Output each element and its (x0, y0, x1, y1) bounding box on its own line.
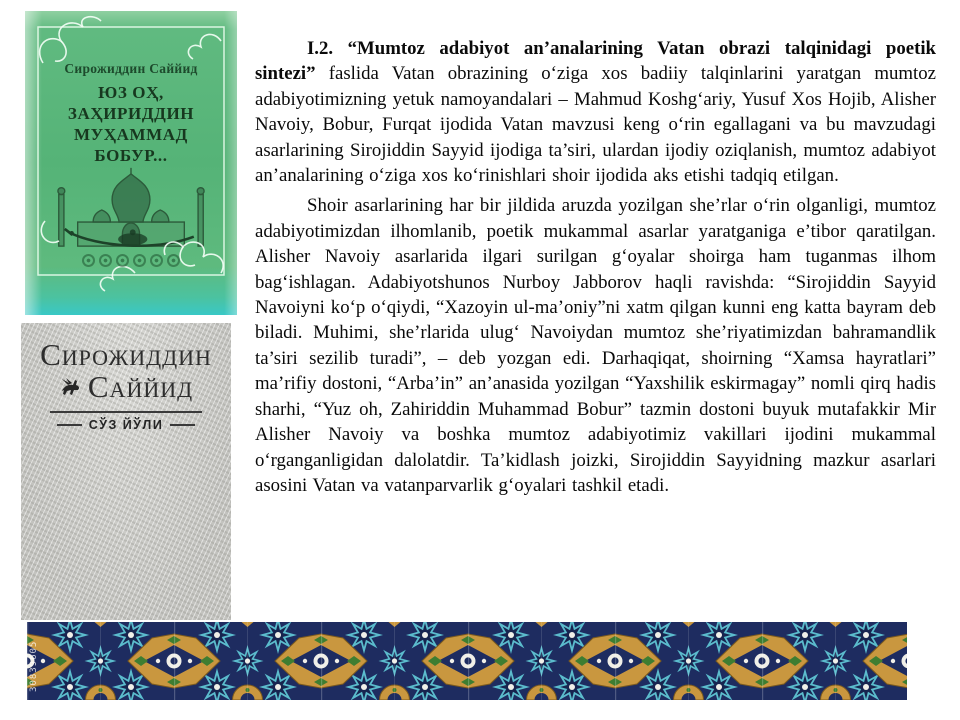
book-cover-yuz-oh (25, 11, 237, 315)
mosaic-tile-border (27, 622, 907, 700)
book1-title (25, 82, 237, 166)
ornament-circle (150, 254, 163, 267)
paragraph-1 (255, 36, 936, 188)
ornament-circle (133, 254, 146, 267)
watermark-number: 30839605 (29, 640, 39, 692)
paragraph-2: Shoir asarlarining har bir jildida aruzda yozilgan she’rlar o‘rin olganligi, mumtoz adabiyotimizdan ilhomlanib, poetik mukammal asarlar yaratganiga e’tibor qaratilgan. Alisher Navoiy asarlarida ilgari surilgan g‘oyalar shoirga ham tuganmas ilhom bag‘ishlagan. Adabiyotshunos Nurboy Jabborov haqli ravishda: “Sirojiddin Sayyid Navoiyni ko‘p o‘qiydi, “Xazoyin ul-ma’oniy”ni xatm qilgan kunni eng katta bayram deb biladi. Muhimi, she’rlarida ulug‘ Navoiydan mumtoz she’riyatimizdan bahramandlik ta’siri sezilib turadi”, – deb yozgan edi. Darhaqiqat, shoirning “Xamsa hayratlari” ma’rifiy dostoni, “Arba’in” an’anasida yozilgan “Yaxshilik eskirmagay” nomli qirq hadis sharhi, “Yuz oh, Zahiriddin Muhammad Bobur” tazmin dostoni buyuk mutafakkir Mir Alisher Navoiy va boshka mumtoz adabiyotimiz vakillari ijodini mukammal o‘rganganligidan dalolatdir. Ta’kidlash joizki, Sirojiddin Sayyidning mazkur asarlari asosini Vatan va vatanparvarlik g‘oyalari tashkil etadi. (255, 195, 936, 496)
paragraph-1-body: faslida Vatan obrazining o‘ziga xos badiiy talqinlarini yaratgan mumtoz adabiyotimizning yetuk namoyandalari – Mahmud Koshg‘ariy, Yusuf Xos Hojib, Alisher Navoiy, Bobur, Furqat ijodida Vatan mavzusi keng o‘rin egallagani va bu mavzudagi asarlarining Sirojiddin Sayyid ijodiga ta’siri, ulardan ijodiy oziqlanish, mumtoz adabiyot an’analarining o‘ziga xos ko‘rinishlari shoir ijodida aks etishi tadqiq etilgan. (255, 63, 936, 187)
book2-title-row (21, 418, 231, 432)
book1-title-line: БОБУР... (94, 146, 168, 165)
section-heading: I.2. “Mumtoz adabiyot an’analarining Vatan obrazi talqinidagi poetik sintezi” (255, 38, 936, 85)
book1-title-line: ЗАҲИРИДДИН (67, 104, 195, 123)
pegasus-icon (59, 376, 85, 398)
girih-pattern (27, 622, 907, 700)
book2-title: СЎЗ ЙЎЛИ (88, 418, 164, 432)
divider-line (170, 424, 195, 426)
ornament-circle (116, 254, 129, 267)
book2-author (21, 339, 231, 403)
book2-author-line1: Сирожиддин (40, 337, 212, 372)
divider-line (57, 424, 82, 426)
book2-author-line2: Саййид (87, 369, 194, 404)
book-cover-soz-yoli (21, 323, 231, 620)
divider-line (50, 411, 202, 413)
book2-author-line2-row (21, 371, 231, 403)
article-text (255, 36, 936, 498)
book1-author: Сирожиддин Саййид (64, 61, 198, 76)
ornament-circle (82, 254, 95, 267)
ornament-circle (99, 254, 112, 267)
book1-title-line: ЮЗ ОҲ, (98, 83, 164, 102)
book1-title-line: МУҲАММАД (74, 125, 188, 144)
ornament-circle (167, 254, 180, 267)
ornament-circles (25, 254, 237, 267)
